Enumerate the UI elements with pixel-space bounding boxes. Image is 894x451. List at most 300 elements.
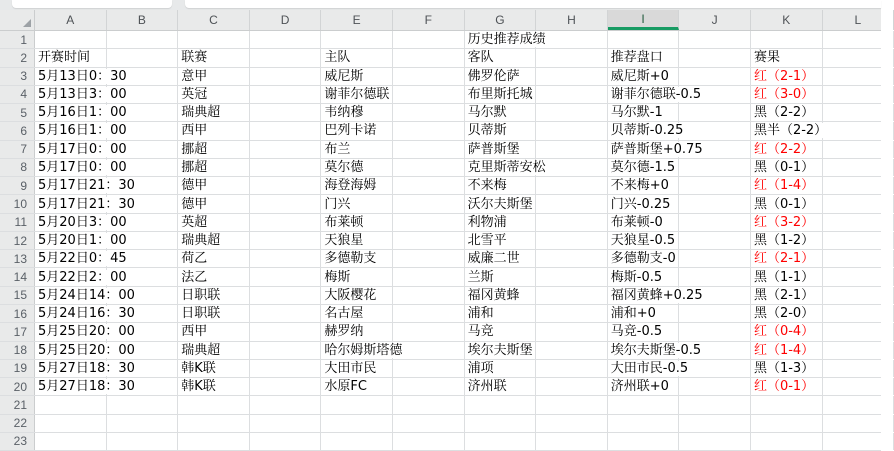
cell-H13[interactable] [536, 250, 608, 267]
cell-F20[interactable] [393, 378, 465, 395]
cell-D17[interactable] [250, 323, 322, 340]
cell-H11[interactable] [536, 214, 608, 231]
row-header-10[interactable]: 10 [0, 195, 35, 212]
cell-C21[interactable] [178, 396, 250, 413]
cell-H23[interactable] [536, 433, 608, 450]
cell-K2[interactable] [751, 49, 823, 66]
cell-C22[interactable] [178, 415, 250, 432]
cell-E8[interactable] [321, 159, 393, 176]
cell-A21[interactable] [35, 396, 107, 413]
cell-E9[interactable] [321, 177, 393, 194]
cell-K18[interactable] [751, 342, 823, 359]
cell-B1[interactable] [107, 31, 179, 48]
cell-H20[interactable] [536, 378, 608, 395]
cell-D22[interactable] [250, 415, 322, 432]
cell-H14[interactable] [536, 268, 608, 285]
cell-I22[interactable] [608, 415, 680, 432]
cell-A16[interactable] [35, 305, 135, 322]
cell-H4[interactable] [536, 86, 608, 103]
cell-D11[interactable] [250, 214, 322, 231]
cell-I14[interactable] [608, 268, 680, 285]
cell-K6[interactable] [751, 122, 828, 139]
cell-D18[interactable] [250, 342, 322, 359]
row-header-18[interactable]: 18 [0, 342, 35, 359]
cell-H22[interactable] [536, 415, 608, 432]
row-header-11[interactable]: 11 [0, 214, 35, 231]
cell-A13[interactable] [35, 250, 127, 267]
cell-G5[interactable] [465, 104, 537, 121]
cell-text: 黑（1-3） [753, 360, 815, 376]
cell-A11[interactable] [35, 214, 127, 231]
cell-I6[interactable] [608, 122, 684, 139]
cell-A7[interactable] [35, 141, 127, 158]
cell-K17[interactable] [751, 323, 823, 340]
cell-D9[interactable] [250, 177, 322, 194]
cell-L21[interactable] [823, 396, 894, 413]
cell-B21[interactable] [107, 396, 179, 413]
cell-I21[interactable] [608, 396, 680, 413]
cell-K22[interactable] [751, 415, 823, 432]
cell-D21[interactable] [250, 396, 322, 413]
cell-F14[interactable] [393, 268, 465, 285]
row-header-22[interactable]: 22 [0, 415, 35, 432]
cell-D1[interactable] [250, 31, 322, 48]
cell-A8[interactable] [35, 159, 127, 176]
cell-J1[interactable] [679, 31, 751, 48]
cell-A19[interactable] [35, 360, 135, 377]
cell-text: 马竞 [467, 324, 494, 340]
cell-F6[interactable] [393, 122, 465, 139]
cell-J10[interactable] [679, 195, 751, 212]
cell-K3[interactable] [751, 68, 823, 85]
cell-C6[interactable] [178, 122, 250, 139]
cell-K14[interactable] [751, 268, 823, 285]
cell-L8[interactable] [823, 159, 894, 176]
cell-E2[interactable] [321, 49, 393, 66]
cell-L20[interactable] [823, 378, 894, 395]
column-header-G[interactable]: G [465, 10, 537, 30]
cell-C14[interactable] [178, 268, 250, 285]
cell-K1[interactable] [751, 31, 823, 48]
cell-text: 红（0-4） [753, 324, 815, 340]
cell-L9[interactable] [823, 177, 894, 194]
cell-H19[interactable] [536, 360, 608, 377]
cell-J14[interactable] [679, 268, 751, 285]
cell-L5[interactable] [823, 104, 894, 121]
cell-I4[interactable] [608, 86, 702, 103]
cell-A10[interactable] [35, 195, 135, 212]
row-header-6[interactable]: 6 [0, 122, 35, 139]
cell-K5[interactable] [751, 104, 823, 121]
row-header-13[interactable]: 13 [0, 250, 35, 267]
cell-A23[interactable] [35, 433, 107, 450]
cell-D15[interactable] [250, 287, 322, 304]
cell-G12[interactable] [465, 232, 537, 249]
cell-E16[interactable] [321, 305, 393, 322]
cell-L7[interactable] [823, 141, 894, 158]
cell-J6[interactable] [679, 122, 751, 139]
row-header-20[interactable]: 20 [0, 378, 35, 395]
cell-H9[interactable] [536, 177, 608, 194]
cell-J20[interactable] [679, 378, 751, 395]
cell-A12[interactable] [35, 232, 127, 249]
cell-C20[interactable] [178, 378, 250, 395]
cell-A14[interactable] [35, 268, 127, 285]
cell-L23[interactable] [823, 433, 894, 450]
cell-C23[interactable] [178, 433, 250, 450]
cell-A1[interactable] [35, 31, 107, 48]
cell-J9[interactable] [679, 177, 751, 194]
cell-I12[interactable] [608, 232, 680, 249]
cell-K13[interactable] [751, 250, 823, 267]
cell-J16[interactable] [679, 305, 751, 322]
cell-F13[interactable] [393, 250, 465, 267]
cell-A4[interactable] [35, 86, 127, 103]
cell-K21[interactable] [751, 396, 823, 413]
row-header-3[interactable]: 3 [0, 68, 35, 85]
cell-G15[interactable] [465, 287, 537, 304]
cell-A20[interactable] [35, 378, 135, 395]
cell-C7[interactable] [178, 141, 250, 158]
cell-A6[interactable] [35, 122, 127, 139]
cell-C11[interactable] [178, 214, 250, 231]
cell-C3[interactable] [178, 68, 250, 85]
cell-A15[interactable] [35, 287, 135, 304]
column-header-K[interactable]: K [751, 10, 823, 30]
cell-G3[interactable] [465, 68, 537, 85]
cell-I19[interactable] [608, 360, 689, 377]
row-header-23[interactable]: 23 [0, 433, 35, 450]
cell-I11[interactable] [608, 214, 680, 231]
cell-G11[interactable] [465, 214, 537, 231]
cell-L14[interactable] [823, 268, 894, 285]
cell-K4[interactable] [751, 86, 823, 103]
cell-E18[interactable] [321, 342, 403, 359]
cell-F22[interactable] [393, 415, 465, 432]
cell-L16[interactable] [823, 305, 894, 322]
cell-text: 佛罗伦萨 [467, 68, 520, 84]
cell-E19[interactable] [321, 360, 393, 377]
cell-F9[interactable] [393, 177, 465, 194]
column-header-H[interactable]: H [536, 10, 608, 30]
row-header-5[interactable]: 5 [0, 104, 35, 121]
cell-L19[interactable] [823, 360, 894, 377]
cell-E4[interactable] [321, 86, 393, 103]
cell-E14[interactable] [321, 268, 393, 285]
cell-G18[interactable] [465, 342, 537, 359]
sheet-grid [0, 31, 881, 451]
cell-G19[interactable] [465, 360, 537, 377]
name-box[interactable] [12, 0, 172, 8]
cell-F8[interactable] [393, 159, 465, 176]
cell-I9[interactable] [608, 177, 680, 194]
cell-D3[interactable] [250, 68, 322, 85]
cell-J17[interactable] [679, 323, 751, 340]
formula-bar-input[interactable] [185, 0, 881, 8]
cell-C12[interactable] [178, 232, 250, 249]
cell-A5[interactable] [35, 104, 127, 121]
column-header-A[interactable]: A [35, 10, 107, 30]
cell-D5[interactable] [250, 104, 322, 121]
row-header-21[interactable]: 21 [0, 396, 35, 413]
cell-D16[interactable] [250, 305, 322, 322]
cell-E12[interactable] [321, 232, 393, 249]
cell-G23[interactable] [465, 433, 537, 450]
cell-C18[interactable] [178, 342, 250, 359]
cell-J21[interactable] [679, 396, 751, 413]
cell-I18[interactable] [608, 342, 702, 359]
cell-K11[interactable] [751, 214, 823, 231]
cell-E11[interactable] [321, 214, 393, 231]
cell-F11[interactable] [393, 214, 465, 231]
column-header-B[interactable]: B [107, 10, 179, 30]
cell-K16[interactable] [751, 305, 823, 322]
cell-G16[interactable] [465, 305, 537, 322]
column-header-row [0, 10, 881, 31]
cell-E20[interactable] [321, 378, 393, 395]
cell-G4[interactable] [465, 86, 537, 103]
cell-D13[interactable] [250, 250, 322, 267]
cell-D10[interactable] [250, 195, 322, 212]
cell-C17[interactable] [178, 323, 250, 340]
cell-L15[interactable] [823, 287, 894, 304]
cell-G22[interactable] [465, 415, 537, 432]
cell-B22[interactable] [107, 415, 179, 432]
cell-J23[interactable] [679, 433, 751, 450]
cell-F12[interactable] [393, 232, 465, 249]
cell-C9[interactable] [178, 177, 250, 194]
cell-F19[interactable] [393, 360, 465, 377]
cell-L1[interactable] [823, 31, 894, 48]
row-header-16[interactable]: 16 [0, 305, 35, 322]
cell-D8[interactable] [250, 159, 322, 176]
cell-D7[interactable] [250, 141, 322, 158]
cell-C10[interactable] [178, 195, 250, 212]
column-header-J[interactable]: J [679, 10, 751, 30]
cell-F5[interactable] [393, 104, 465, 121]
row-header-17[interactable]: 17 [0, 323, 35, 340]
cell-H18[interactable] [536, 342, 608, 359]
cell-I16[interactable] [608, 305, 680, 322]
cell-E6[interactable] [321, 122, 393, 139]
column-header-D[interactable]: D [250, 10, 322, 30]
row-header-19[interactable]: 19 [0, 360, 35, 377]
cell-G9[interactable] [465, 177, 537, 194]
row-header-4[interactable]: 4 [0, 86, 35, 103]
cell-E7[interactable] [321, 141, 393, 158]
cell-G6[interactable] [465, 122, 537, 139]
cell-E3[interactable] [321, 68, 393, 85]
cell-G2[interactable] [465, 49, 537, 66]
cell-A3[interactable] [35, 68, 127, 85]
cell-I1[interactable] [608, 31, 680, 48]
cell-F15[interactable] [393, 287, 465, 304]
cell-D19[interactable] [250, 360, 322, 377]
cell-F1[interactable] [393, 31, 465, 48]
cell-E15[interactable] [321, 287, 393, 304]
cell-B2[interactable] [107, 49, 179, 66]
cell-D23[interactable] [250, 433, 322, 450]
cell-G7[interactable] [465, 141, 537, 158]
cell-C1[interactable] [178, 31, 250, 48]
row-header-2[interactable]: 2 [0, 49, 35, 66]
cell-H21[interactable] [536, 396, 608, 413]
cell-E17[interactable] [321, 323, 393, 340]
cell-C2[interactable] [178, 49, 250, 66]
cell-C8[interactable] [178, 159, 250, 176]
cell-F23[interactable] [393, 433, 465, 450]
cell-D6[interactable] [250, 122, 322, 139]
cell-I3[interactable] [608, 68, 680, 85]
cell-K15[interactable] [751, 287, 823, 304]
row-header-15[interactable]: 15 [0, 287, 35, 304]
cell-F21[interactable] [393, 396, 465, 413]
cell-F4[interactable] [393, 86, 465, 103]
select-all-button[interactable] [0, 10, 35, 30]
cell-H5[interactable] [536, 104, 608, 121]
row-header-8[interactable]: 8 [0, 159, 35, 176]
cell-I8[interactable] [608, 159, 680, 176]
cell-G20[interactable] [465, 378, 537, 395]
cell-L3[interactable] [823, 68, 894, 85]
cell-F2[interactable] [393, 49, 465, 66]
cell-H3[interactable] [536, 68, 608, 85]
cell-J13[interactable] [679, 250, 751, 267]
cell-H16[interactable] [536, 305, 608, 322]
cell-E22[interactable] [321, 415, 393, 432]
cell-I5[interactable] [608, 104, 680, 121]
cell-A17[interactable] [35, 323, 135, 340]
cell-K9[interactable] [751, 177, 823, 194]
cell-H6[interactable] [536, 122, 608, 139]
cell-H12[interactable] [536, 232, 608, 249]
column-header-L[interactable]: L [823, 10, 894, 30]
cell-G10[interactable] [465, 195, 537, 212]
cell-J3[interactable] [679, 68, 751, 85]
cell-A22[interactable] [35, 415, 107, 432]
cell-text: 不来梅 [467, 178, 507, 194]
cell-E21[interactable] [321, 396, 393, 413]
column-header-C[interactable]: C [178, 10, 250, 30]
cell-L10[interactable] [823, 195, 894, 212]
cell-C19[interactable] [178, 360, 250, 377]
cell-A9[interactable] [35, 177, 135, 194]
cell-K20[interactable] [751, 378, 823, 395]
cell-E5[interactable] [321, 104, 393, 121]
cell-L4[interactable] [823, 86, 894, 103]
cell-G21[interactable] [465, 396, 537, 413]
cell-E23[interactable] [321, 433, 393, 450]
cell-J22[interactable] [679, 415, 751, 432]
cell-F17[interactable] [393, 323, 465, 340]
cell-K10[interactable] [751, 195, 823, 212]
cell-A2[interactable] [35, 49, 107, 66]
cell-L18[interactable] [823, 342, 894, 359]
cell-H17[interactable] [536, 323, 608, 340]
row-header-7[interactable]: 7 [0, 141, 35, 158]
cell-K8[interactable] [751, 159, 823, 176]
cell-C15[interactable] [178, 287, 250, 304]
cell-K19[interactable] [751, 360, 823, 377]
cell-text: 5月25日20：00 [38, 342, 135, 358]
cell-K7[interactable] [751, 141, 823, 158]
cell-C4[interactable] [178, 86, 250, 103]
cell-D14[interactable] [250, 268, 322, 285]
cell-L11[interactable] [823, 214, 894, 231]
sheet-row-12 [0, 232, 881, 250]
cell-I23[interactable] [608, 433, 680, 450]
cell-B23[interactable] [107, 433, 179, 450]
cell-E13[interactable] [321, 250, 393, 267]
cell-F10[interactable] [393, 195, 465, 212]
cell-I17[interactable] [608, 323, 680, 340]
column-header-F[interactable]: F [393, 10, 465, 30]
cell-J2[interactable] [679, 49, 751, 66]
cell-text: 英冠 [181, 86, 208, 102]
cell-H7[interactable] [536, 141, 608, 158]
cell-D4[interactable] [250, 86, 322, 103]
cell-G14[interactable] [465, 268, 537, 285]
cell-J11[interactable] [679, 214, 751, 231]
select-all-triangle-icon [23, 19, 31, 27]
cell-A18[interactable] [35, 342, 135, 359]
cell-J5[interactable] [679, 104, 751, 121]
column-header-I[interactable]: I [608, 10, 680, 30]
cell-D12[interactable] [250, 232, 322, 249]
cell-F3[interactable] [393, 68, 465, 85]
cell-G13[interactable] [465, 250, 537, 267]
cell-I7[interactable] [608, 141, 703, 158]
cell-text: 红（3-0） [753, 86, 815, 102]
cell-F16[interactable] [393, 305, 465, 322]
cell-E10[interactable] [321, 195, 393, 212]
cell-D20[interactable] [250, 378, 322, 395]
cell-H15[interactable] [536, 287, 608, 304]
cell-I2[interactable] [608, 49, 680, 66]
cell-L6[interactable] [823, 122, 894, 139]
cell-C13[interactable] [178, 250, 250, 267]
cell-I15[interactable] [608, 287, 703, 304]
cell-D2[interactable] [250, 49, 322, 66]
cell-G1[interactable] [465, 31, 546, 48]
cell-K23[interactable] [751, 433, 823, 450]
cell-J12[interactable] [679, 232, 751, 249]
cell-I10[interactable] [608, 195, 680, 212]
cell-H2[interactable] [536, 49, 608, 66]
cell-L2[interactable] [823, 49, 894, 66]
cell-L12[interactable] [823, 232, 894, 249]
cell-J8[interactable] [679, 159, 751, 176]
cell-L22[interactable] [823, 415, 894, 432]
cell-K12[interactable] [751, 232, 823, 249]
cell-C16[interactable] [178, 305, 250, 322]
cell-E1[interactable] [321, 31, 393, 48]
row-header-14[interactable]: 14 [0, 268, 35, 285]
row-header-12[interactable]: 12 [0, 232, 35, 249]
cell-G8[interactable] [465, 159, 546, 176]
row-header-9[interactable]: 9 [0, 177, 35, 194]
cell-I20[interactable] [608, 378, 680, 395]
cell-C5[interactable] [178, 104, 250, 121]
row-header-1[interactable]: 1 [0, 31, 35, 48]
cell-H10[interactable] [536, 195, 608, 212]
cell-L13[interactable] [823, 250, 894, 267]
cell-L17[interactable] [823, 323, 894, 340]
cell-F7[interactable] [393, 141, 465, 158]
cell-I13[interactable] [608, 250, 680, 267]
cell-G17[interactable] [465, 323, 537, 340]
column-header-E[interactable]: E [321, 10, 393, 30]
